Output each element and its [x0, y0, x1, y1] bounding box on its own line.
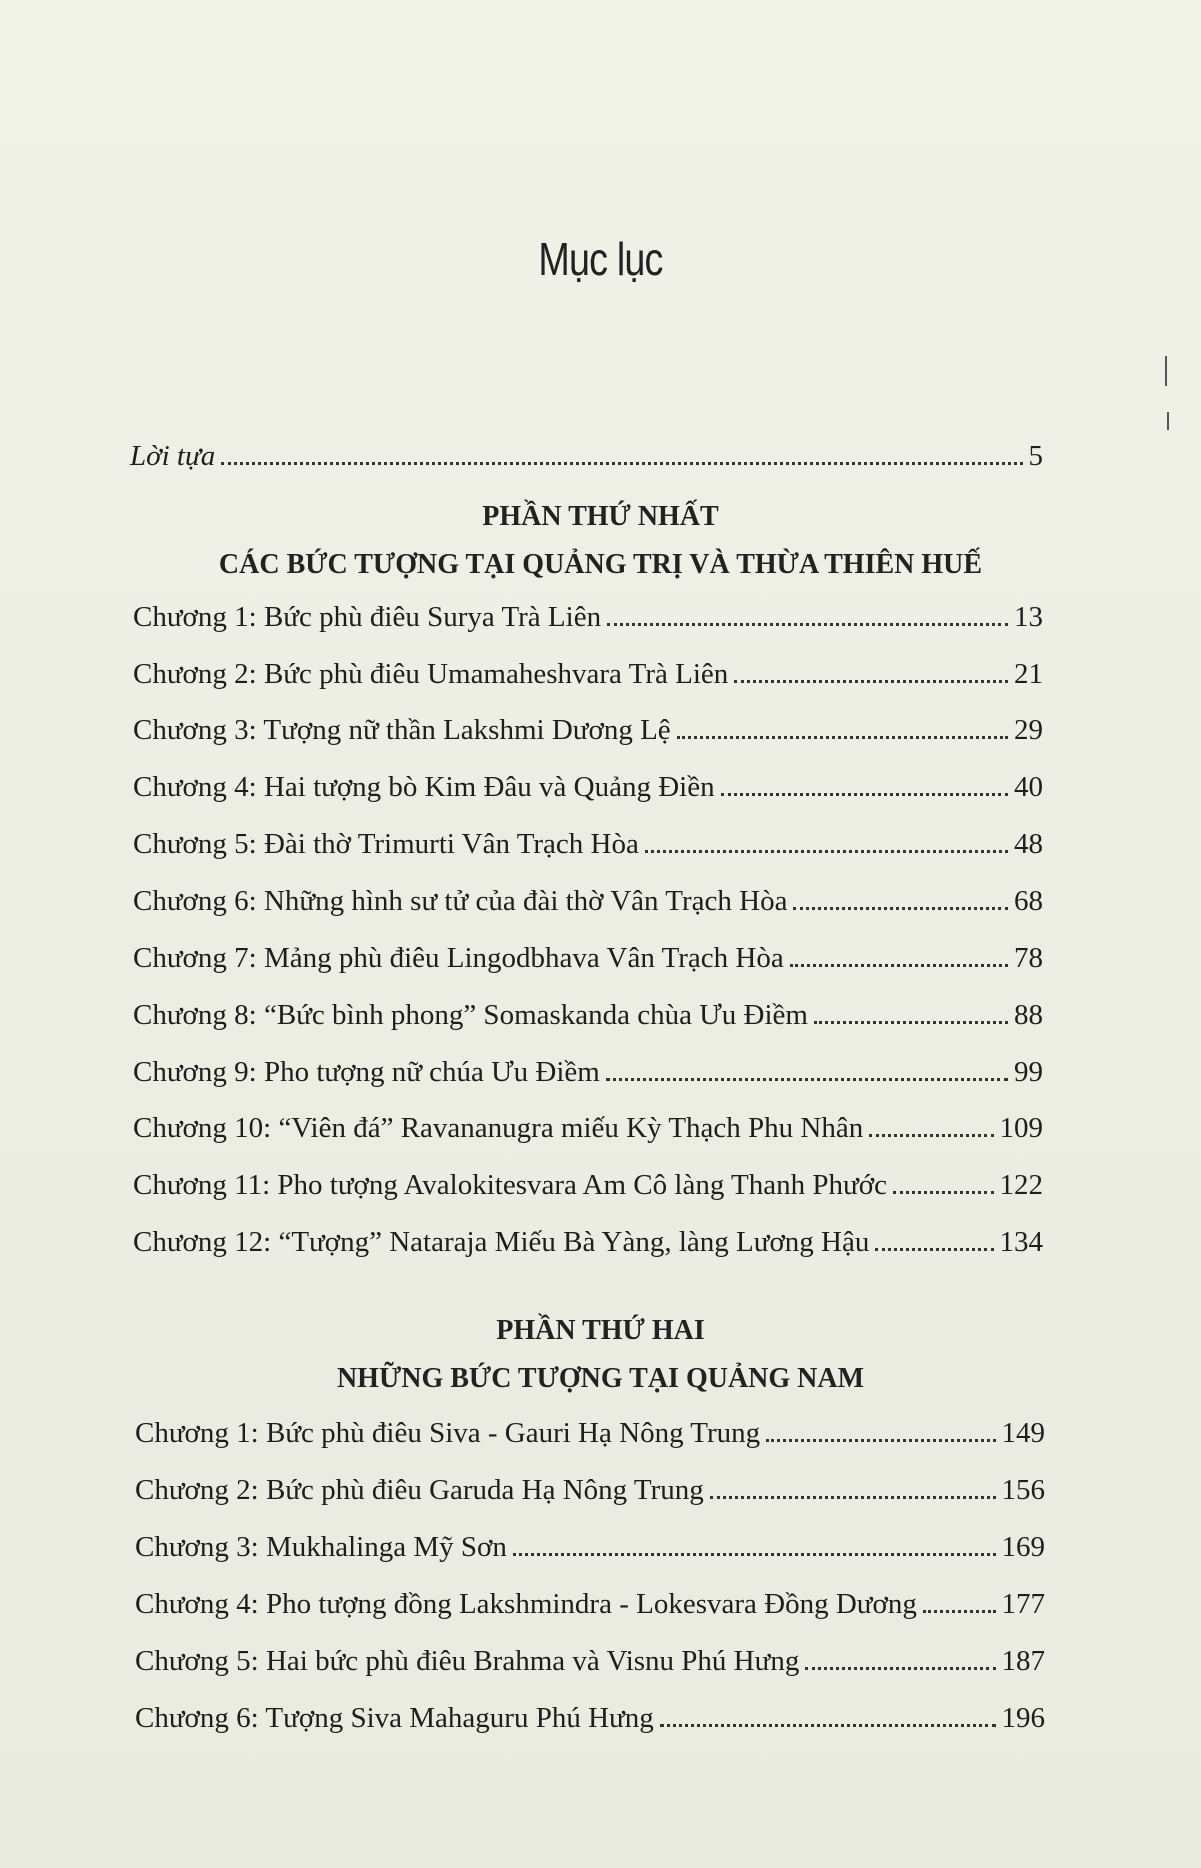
toc-row: [133, 1224, 1043, 1260]
leader-dots: [766, 1439, 995, 1442]
leader-dots: [790, 964, 1008, 967]
leader-dots: [734, 680, 1008, 683]
chapter-label: Chương 12: “Tượng” Nataraja Miếu Bà Yàng, làng Lương Hậu: [133, 1226, 870, 1258]
toc-title: Mục lục: [538, 233, 663, 285]
chapter-label: Chương 10: “Viên đá” Ravananugra miếu Kỳ Thạch Phu Nhân: [133, 1112, 864, 1144]
chapter-label: Chương 4: Hai tượng bò Kim Đâu và Quảng Điền: [133, 771, 715, 803]
chapter-page-number: 187: [1001, 1645, 1045, 1677]
leader-dots: [513, 1553, 996, 1556]
toc-row: [133, 656, 1043, 692]
toc-row: [133, 712, 1043, 748]
leader-dots: [606, 1078, 1008, 1081]
chapter-page-number: 99: [1014, 1056, 1043, 1088]
preface-page-number: 5: [1028, 440, 1043, 472]
chapter-page-number: 40: [1014, 771, 1043, 803]
chapter-page-number: 149: [1001, 1417, 1045, 1449]
chapter-page-number: 88: [1014, 999, 1043, 1031]
chapter-label: Chương 11: Pho tượng Avalokitesvara Am Cô làng Thanh Phước: [133, 1169, 887, 1201]
toc-row: [135, 1529, 1045, 1565]
preface-label: Lời tựa: [130, 440, 216, 472]
leader-dots: [805, 1667, 995, 1670]
chapter-label: Chương 7: Mảng phù điêu Lingodbhava Vân Trạch Hòa: [133, 942, 784, 974]
chapter-page-number: 169: [1001, 1531, 1045, 1563]
chapter-page-number: 134: [999, 1226, 1043, 1258]
chapter-page-number: 196: [1001, 1702, 1045, 1734]
toc-row: [135, 1415, 1045, 1451]
chapter-label: Chương 3: Tượng nữ thần Lakshmi Dương Lệ: [133, 714, 671, 746]
toc-row: [135, 1586, 1045, 1622]
leader-dots: [893, 1191, 994, 1194]
leader-dots: [814, 1021, 1008, 1024]
leader-dots: [721, 793, 1008, 796]
chapter-label: Chương 6: Những hình sư tử của đài thờ Vân Trạch Hòa: [133, 885, 788, 917]
leader-dots: [869, 1134, 993, 1137]
chapter-page-number: 68: [1014, 885, 1043, 917]
toc-row: [133, 1167, 1043, 1203]
part1-heading: PHẦN THỨ NHẤT: [482, 501, 719, 532]
toc-row: [133, 599, 1043, 635]
leader-dots: [677, 736, 1008, 739]
toc-row-preface: [130, 438, 1043, 474]
chapter-page-number: 13: [1014, 601, 1043, 633]
chapter-page-number: 21: [1014, 658, 1043, 690]
part1-subheading: CÁC BỨC TƯỢNG TẠI QUẢNG TRỊ VÀ THỪA THIÊN HUẾ: [218, 549, 983, 580]
margin-mark: [1165, 356, 1167, 386]
chapter-page-number: 48: [1014, 828, 1043, 860]
chapter-page-number: 177: [1001, 1588, 1045, 1620]
part2-subheading: NHỮNG BỨC TƯỢNG TẠI QUẢNG NAM: [336, 1363, 865, 1394]
chapter-page-number: 109: [999, 1112, 1043, 1144]
leader-dots: [607, 623, 1008, 626]
leader-dots: [793, 907, 1008, 910]
leader-dots: [923, 1610, 996, 1613]
chapter-label: Chương 3: Mukhalinga Mỹ Sơn: [135, 1531, 507, 1563]
chapter-label: Chương 1: Bức phù điêu Siva - Gauri Hạ Nông Trung: [135, 1417, 761, 1449]
toc-row: [135, 1643, 1045, 1679]
chapter-page-number: 122: [999, 1169, 1043, 1201]
leader-dots: [710, 1496, 996, 1499]
toc-row: [135, 1472, 1045, 1508]
toc-row: [133, 883, 1043, 919]
chapter-label: Chương 2: Bức phù điêu Umamaheshvara Trà Liên: [133, 658, 729, 690]
margin-mark: [1167, 412, 1169, 430]
chapter-page-number: 156: [1001, 1474, 1045, 1506]
leader-dots: [221, 462, 1022, 465]
toc-row: [135, 1700, 1045, 1736]
chapter-label: Chương 6: Tượng Siva Mahaguru Phú Hưng: [135, 1702, 654, 1734]
chapter-label: Chương 4: Pho tượng đồng Lakshmindra - Lokesvara Đồng Dương: [135, 1588, 917, 1620]
chapter-label: Chương 2: Bức phù điêu Garuda Hạ Nông Trung: [135, 1474, 704, 1506]
chapter-page-number: 78: [1014, 942, 1043, 974]
toc-row: [133, 826, 1043, 862]
leader-dots: [645, 850, 1008, 853]
toc-row: [133, 940, 1043, 976]
part2-heading: PHẦN THỨ HAI: [496, 1315, 705, 1346]
toc-row: [133, 769, 1043, 805]
chapter-label: Chương 1: Bức phù điêu Surya Trà Liên: [133, 601, 602, 633]
chapter-page-number: 29: [1014, 714, 1043, 746]
leader-dots: [875, 1248, 993, 1251]
chapter-label: Chương 8: “Bức bình phong” Somaskanda chùa Ưu Điềm: [133, 999, 808, 1031]
leader-dots: [660, 1724, 996, 1727]
toc-row: [133, 1110, 1043, 1146]
chapter-label: Chương 9: Pho tượng nữ chúa Ưu Điềm: [133, 1056, 600, 1088]
chapter-label: Chương 5: Hai bức phù điêu Brahma và Visnu Phú Hưng: [135, 1645, 800, 1677]
chapter-label: Chương 5: Đài thờ Trimurti Vân Trạch Hòa: [133, 828, 639, 860]
toc-row: [133, 997, 1043, 1033]
toc-row: [133, 1054, 1043, 1090]
